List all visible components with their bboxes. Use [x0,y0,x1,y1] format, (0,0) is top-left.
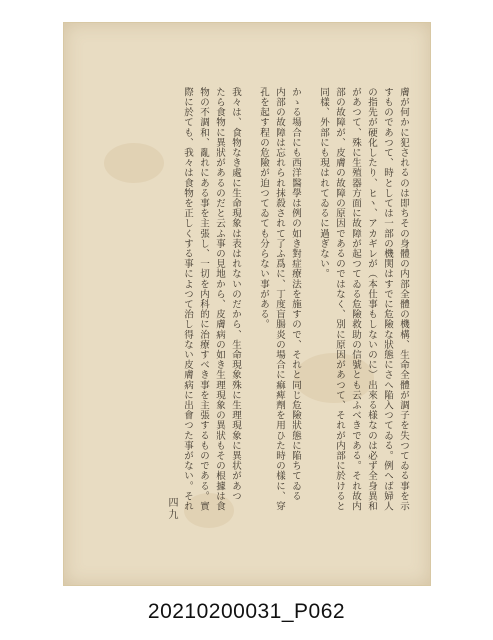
text-column: すものであつて、時としては一部の機関はすでに危險な狀態にさへ陥入つてゐる。例へば婦人 [382,87,393,512]
paragraph-gap [245,87,254,557]
text-column: 内部の故障は忘れられ抹殺されて了ふ爲に、丁度盲腸炎の場合に痲痺劑を用ひた時の樣に、穿 [274,87,285,512]
text-column: 部の故障が、皮膚の故障の原因であるのではなく、別に原因があつて、それが内部に於けると [334,87,345,512]
page-number: 四九 [166,497,177,521]
paragraph-gap [305,87,314,557]
text-column: の指先が硬化したり、ヒヽ、アカギレが（本仕事もしないのに）出來る様なのは必ず全身異和 [366,87,377,512]
paper-stain [104,143,164,183]
text-column: 同樣、外部にも現はれてゐるに過ぎない。 [318,87,329,279]
catalog-id-label: 20210200031_P062 [147,600,346,623]
text-column: 物の不調和、亂れにある事を主張し、一切を内科的に治療すべき事を主張するものである。實 [198,87,209,512]
text-column: 膚が何かに犯されるのは即ちその身體の内部全體の機構、生命全體が調子を失つてゐる事を示 [398,87,409,512]
text-column: 孔を起す程の危險が迫つてゐても分らない事がある。 [258,87,269,330]
text-column: 我々は、食物なき處に生命現象は表はれないのだから、生命現象殊に生理現象に異状があつ [230,87,241,502]
vertical-text-block [181,87,410,557]
text-column: かゝる場合にも西洋醫學は例の如き對症療法を施すので、それと同じ危險狀態に陥ちてゐる [290,87,301,502]
text-column: たら食物に異狀があるのだと云ふ事の見地から、皮膚病の如き生理現象の異狀もその根據は食 [214,87,225,512]
text-column: があつて、殊に生殖器方面に故障が起つてゐる危險救助の信號とも云ふべきである。それ故内 [350,87,361,512]
document-page [63,22,431,586]
text-column: 際に於ても、我々は食物を正しくする事によつて治し得ない皮膚病に出會つた事がない。それ [182,87,193,512]
